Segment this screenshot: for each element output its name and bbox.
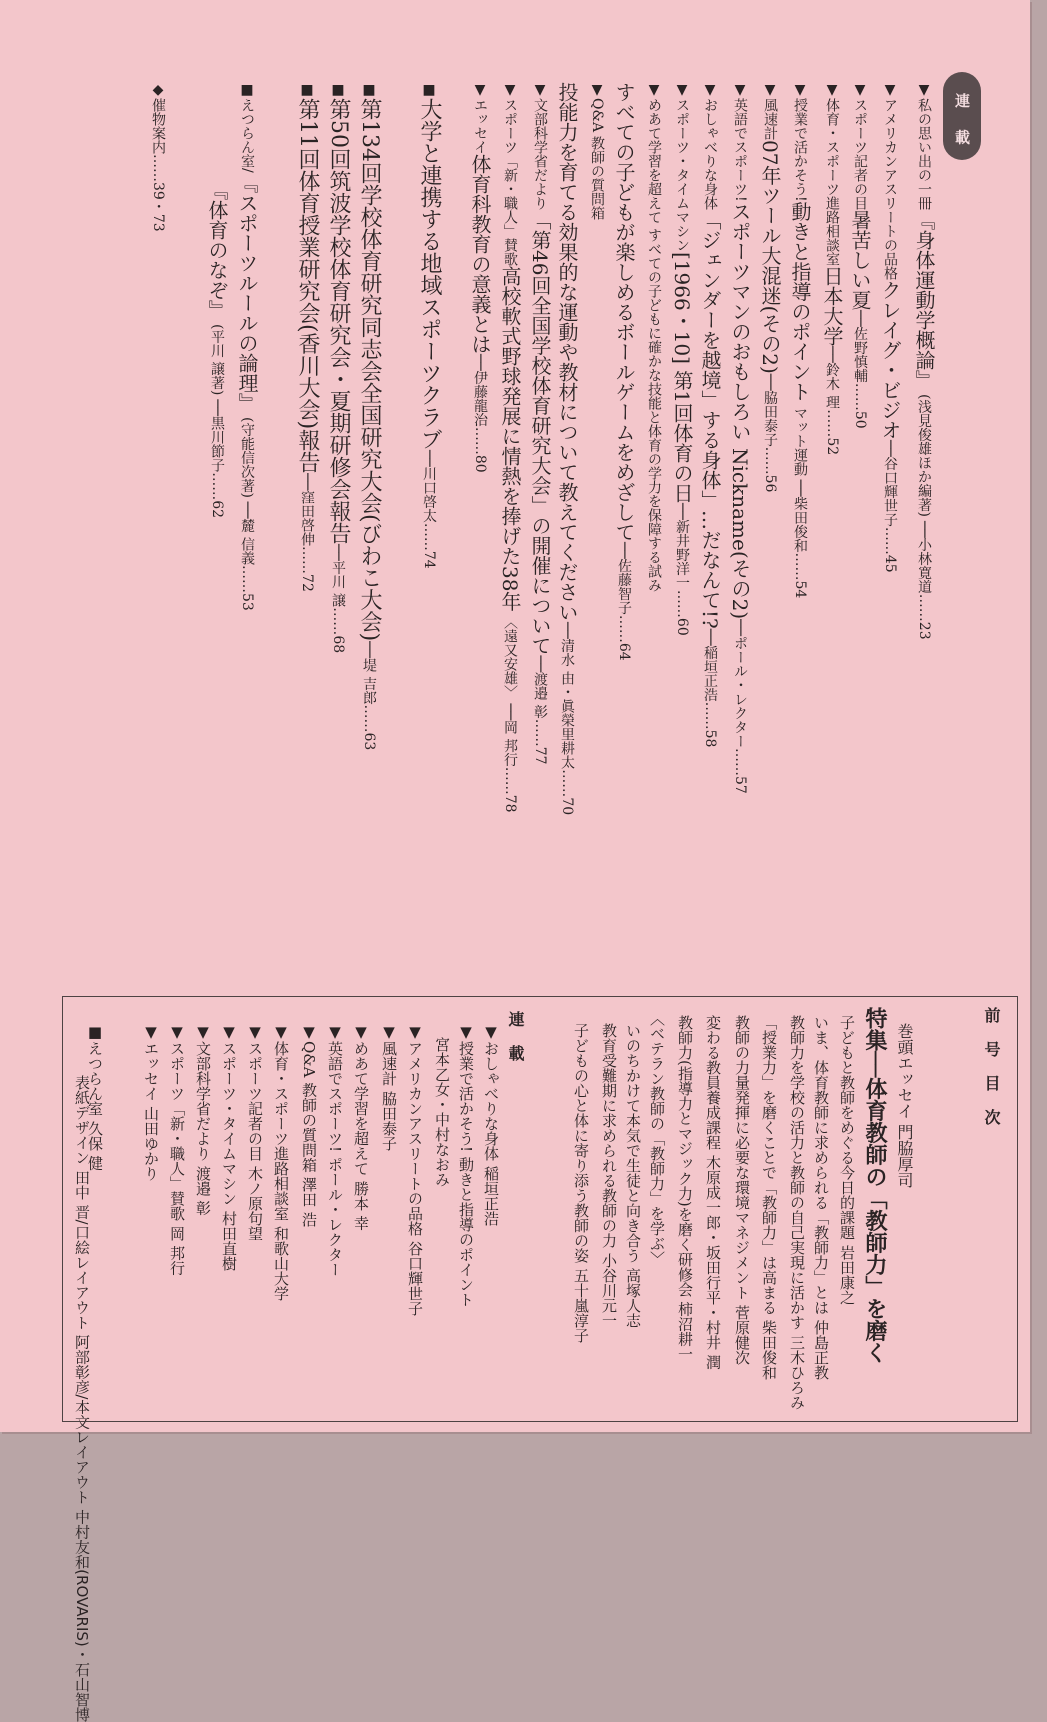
previous-issue-line: 特集──体育教師の「教師力」を磨く xyxy=(862,1007,887,1364)
serial-category: ▼英語でスポーツ! xyxy=(732,82,748,202)
previous-issue-heading: 前号目次 xyxy=(982,1007,1001,1143)
serial-item xyxy=(327,82,349,653)
serial-item xyxy=(207,180,227,518)
serial-page: 68 xyxy=(330,635,346,654)
serial-category: ▼スポーツ・タイムマシン xyxy=(674,82,690,252)
previous-issue-line: いま、体育教師に求められる「教師力」とは 仲島正教 xyxy=(812,1015,830,1380)
serial-page: 45 xyxy=(882,554,898,573)
previous-issue-line: ▼文部科学省だより 渡邉 彰 xyxy=(194,1023,212,1216)
previous-issue-line: 教師の力量発揮に必要な環境マネジメント 菅原健次 xyxy=(733,1015,751,1365)
previous-issue-line: ▼エッセイ 山田ゆかり xyxy=(142,1023,160,1181)
serial-page: 50 xyxy=(852,410,868,429)
serial-page: 80 xyxy=(472,454,488,473)
previous-issue-line: ▼体育・スポーツ進路相談室 和歌山大学 xyxy=(272,1023,290,1301)
serial-page: 53 xyxy=(239,592,255,611)
serial-title: 『身体運動学概論』 xyxy=(912,210,936,390)
serial-item xyxy=(822,82,842,455)
serial-item xyxy=(358,82,380,750)
serial-author: ──窪田啓伸…… xyxy=(299,473,315,575)
serial-item xyxy=(672,82,692,636)
serial-author: ──麓 信義…… xyxy=(239,501,255,593)
serial-category: ■ xyxy=(421,82,437,98)
serial-page: 78 xyxy=(502,794,518,813)
serial-item xyxy=(760,82,780,492)
serial-item xyxy=(557,82,577,815)
serial-category: ■えつらん室/ xyxy=(239,82,255,173)
previous-issue-line: 連載 xyxy=(506,1011,525,1079)
previous-issue-line: 変わる教員養成課程 木原成一郎・坂田行平・村井 潤 xyxy=(704,1015,722,1370)
serial-page: 58 xyxy=(702,729,718,748)
serial-item xyxy=(470,82,490,473)
serial-item xyxy=(880,82,900,573)
serial-item xyxy=(237,82,257,611)
serial-title: 日本大学 xyxy=(820,266,844,346)
serial-item xyxy=(148,82,168,232)
serial-note: (浅見俊雄ほか編著) xyxy=(916,394,932,517)
serial-category: ▼授業で活かそう! xyxy=(792,82,808,202)
serial-category: ▼スポーツ「新・職人」賛歌 xyxy=(502,82,518,266)
serial-page: 52 xyxy=(824,437,840,456)
serial-title: 07年ツール大混迷(その2) xyxy=(758,140,782,374)
previous-issue-line: 宮本乙女・中村なおみ xyxy=(433,1037,451,1187)
serial-category: ▼私の思い出の一冊 xyxy=(916,82,932,210)
serial-title: クレイグ・ビジオ xyxy=(878,280,902,440)
serial-page: 72 xyxy=(299,574,315,592)
serial-page: 60 xyxy=(674,617,690,636)
serial-title: すべての子どもが楽しめるボールゲームをめざして xyxy=(612,82,636,542)
serial-note: 〈遠又安雄〉 xyxy=(502,615,518,700)
design-credits: 表紙デザイン 田中 晋/口絵レイアウト 阿部彰彦/本文レイアウト 中村友和(ROVARIS)・石山智博 xyxy=(73,1075,91,1722)
previous-issue-line: ▼Q&A 教師の質問箱 澤田 浩 xyxy=(300,1023,318,1227)
serial-item xyxy=(418,82,440,569)
serial-title: 第134回学校体育研究同志会全国研究大会(びわこ大会) xyxy=(357,98,382,642)
previous-issue-line: ▼スポーツ「新・職人」賛歌 岡 邦行 xyxy=(168,1023,186,1276)
serial-page: 74 xyxy=(421,550,437,569)
serial-author: ──平川 譲…… xyxy=(330,544,346,636)
serial-author: ──柴田俊和…… xyxy=(792,479,808,581)
serial-page: 39・73 xyxy=(150,182,166,232)
serial-category: ▼風速計 xyxy=(762,82,778,140)
previous-issue-line: ▼英語でスポーツ! ポール・レクター xyxy=(326,1023,344,1277)
serial-category: ▼スポーツ記者の目 xyxy=(852,82,868,210)
serial-title: 『スポーツルールの論理』 xyxy=(235,172,259,413)
previous-issue-line: 教師力(指導力とマジック力)を磨く研修会 柿沼耕一 xyxy=(676,1015,694,1362)
serial-title: [1966・10] 第1回体育の日 xyxy=(670,252,694,504)
serial-page: 63 xyxy=(361,732,377,751)
previous-issue-line: 巻頭エッセイ 門脇厚司 xyxy=(895,1023,914,1189)
previous-issue-line: いのちかけて本気で生徒と向き合う 高塚人志 xyxy=(624,1023,642,1328)
serial-page: 64 xyxy=(616,642,632,661)
serial-category: ▼文部科学省だより xyxy=(532,82,548,210)
serial-page: 23 xyxy=(916,621,932,640)
previous-issue-line: 子どもの心と体に寄り添う教師の姿 五十嵐淳子 xyxy=(572,1023,590,1343)
serial-item xyxy=(850,82,870,429)
serial-author: ──小林寛道…… xyxy=(916,520,932,622)
serial-page: 54 xyxy=(792,580,808,599)
previous-issue-line: ▼アメリカンアスリートの品格 谷口輝世子 xyxy=(406,1023,424,1316)
serial-title: 暑苦しい夏 xyxy=(848,210,872,310)
previous-issue-line: ▼スポーツ記者の目 木ノ原句望 xyxy=(246,1023,264,1241)
serial-author: ──ポール・レクター…… xyxy=(732,619,748,777)
serial-page: 77 xyxy=(532,746,548,765)
serial-note: (守能信次著) xyxy=(239,416,255,498)
serial-category: ▼Q&A xyxy=(589,82,605,133)
serial-category: ▼おしゃべりな身体 xyxy=(702,82,718,210)
serial-item xyxy=(530,82,550,765)
serial-note: (平川 譲著) xyxy=(209,324,225,396)
serial-title: 動きと指導のポイント xyxy=(788,201,812,402)
serial-author: ──脇田泰子…… xyxy=(762,373,778,475)
serial-category: ■ xyxy=(361,82,377,98)
serial-author: ──谷口輝世子…… xyxy=(882,440,898,555)
serial-item xyxy=(296,82,318,592)
previous-issue-line: ▼授業で活かそう! 動きと指導のポイント xyxy=(457,1023,475,1307)
previous-issue-line: ▼めあて学習を超えて 勝本 幸 xyxy=(352,1023,370,1231)
previous-issue-line: ▼おしゃべりな身体 稲垣正浩 xyxy=(482,1023,500,1226)
previous-issue-line: ▼スポーツ・タイムマシン 村田直樹 xyxy=(220,1023,238,1271)
serial-item xyxy=(500,82,520,813)
serial-category: ■ xyxy=(299,82,315,98)
serial-category: ▼アメリカンアスリートの品格 xyxy=(882,82,898,280)
serial-category: ▼めあて学習を超えて xyxy=(646,82,662,224)
serial-badge: 連 載 xyxy=(943,72,981,160)
serial-author: ──渡邉 彰…… xyxy=(532,655,548,747)
serial-author: ──鈴木 理…… xyxy=(824,346,840,438)
serial-note: マット運動 xyxy=(792,405,808,476)
serial-item xyxy=(700,82,720,747)
previous-issue-box xyxy=(62,996,1018,1422)
serial-author: ──新井野洋一…… xyxy=(674,503,690,618)
serial-note: すべての子どもに確かな技能と体育の学力を保障する試み xyxy=(646,228,662,592)
serial-author: ──伊藤龍治…… xyxy=(472,354,488,455)
serial-page: 70 xyxy=(559,797,575,816)
previous-issue-line: 子どもと教師をめぐる今日的課題 岩田康之 xyxy=(838,1015,856,1305)
serial-category: ▼エッセイ xyxy=(472,82,488,154)
serial-author: ──稲垣正浩…… xyxy=(702,628,718,730)
serial-title: 第50回筑波学校体育研究会・夏期研修会報告 xyxy=(326,98,351,544)
serial-item xyxy=(587,82,607,224)
serial-author: ──堤 吉郎…… xyxy=(361,641,377,733)
serial-title: 大学と連携する地域スポーツクラブ xyxy=(417,98,442,450)
serial-author: ──川口啓太…… xyxy=(421,450,437,551)
serial-category: ▼体育・スポーツ進路相談室 xyxy=(824,82,840,266)
serial-item xyxy=(914,82,934,640)
serial-author: ──清水 由・眞榮里耕太…… xyxy=(559,622,575,798)
serial-item xyxy=(644,82,664,596)
serial-category: ◆催物案内…… xyxy=(150,82,166,182)
serial-title: 「ジェンダーを越境」する身体」…だなんて!? xyxy=(698,210,722,629)
serial-item xyxy=(790,82,810,598)
previous-issue-line: ■えつらん室 久保 健 xyxy=(86,1023,104,1171)
serial-title: 高校軟式野球発展に情熱を捧げた38年 xyxy=(498,266,522,612)
serial-title: 「第46回全国学校体育研究大会」の開催について xyxy=(528,210,552,656)
serial-title: 第11回体育授業研究会(香川大会)報告 xyxy=(295,98,320,474)
serial-page: 56 xyxy=(762,474,778,493)
serial-author: ──岡 邦行…… xyxy=(502,703,518,795)
serial-author: ──黒川節子…… xyxy=(209,399,225,501)
serial-author: ──佐藤智子…… xyxy=(616,542,632,643)
serial-author: ──佐野慎輔…… xyxy=(852,310,868,411)
previous-issue-line: 教師力を学校の活力と教師の自己実現に活かす 三木ひろみ xyxy=(788,1015,806,1410)
serial-note: 教師の質問箱 xyxy=(589,136,605,221)
serial-page: 57 xyxy=(732,776,748,794)
previous-issue-line: 「授業力」を磨くことで「教師力」は高まる 柴田俊和 xyxy=(760,1015,778,1380)
serial-item xyxy=(614,82,634,661)
serial-title: 投能力を育てる効果的な運動や教材について教えてください xyxy=(555,82,579,622)
serial-title: 『体育のなぞ』 xyxy=(205,180,229,320)
serial-title: 体育科教育の意義とは xyxy=(468,154,492,354)
previous-issue-line: 教育受難期に求められる教師の力 小谷川元一 xyxy=(600,1023,618,1328)
serial-item xyxy=(730,82,750,794)
previous-issue-line: ▼風速計 脇田泰子 xyxy=(380,1023,398,1151)
serial-page: 62 xyxy=(209,500,225,519)
previous-issue-line: 〈ベテラン教師の「教師力」を学ぶ〉 xyxy=(648,1011,666,1266)
serial-category: ■ xyxy=(330,82,346,98)
serial-title: スポーツマンのおもしろい Nickname(その2) xyxy=(728,201,752,620)
